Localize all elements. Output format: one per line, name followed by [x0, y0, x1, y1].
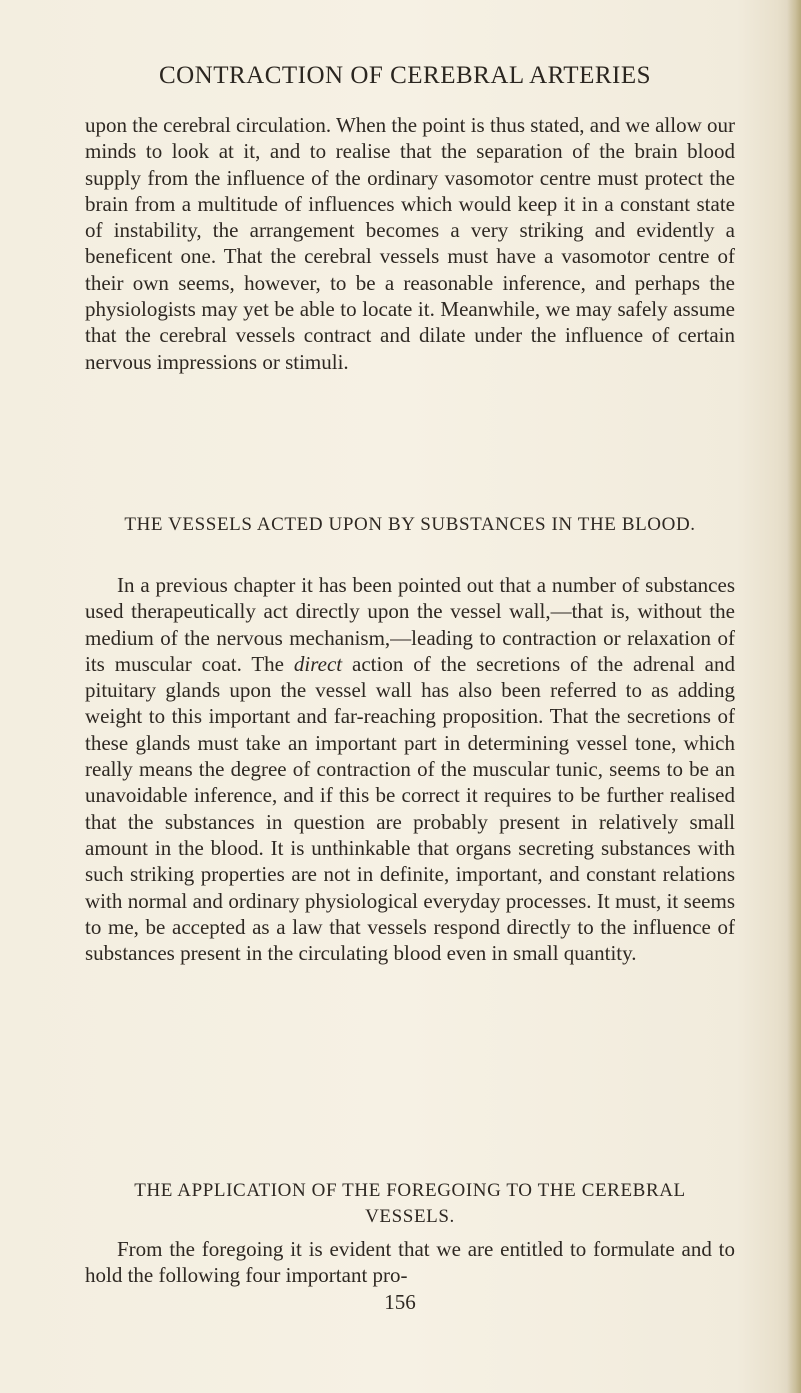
page-edge-shadow	[787, 0, 801, 1393]
paragraph-text-part-1: In a previous chapter it has been pointed out that a number of substances used therapeutically act directly upon the vessel wall,—that is, without the medium of the nervous mechanism,—leading to contraction or relaxation of its muscular coat. The	[85, 573, 735, 676]
paragraph-from-the-foregoing: From the foregoing it is evident that we are entitled to formulate and to hold the following four important pro-	[85, 1237, 735, 1288]
running-head: CONTRACTION OF CEREBRAL ARTERIES	[158, 62, 652, 89]
paragraph-previous-chapter	[85, 572, 735, 966]
section-heading-vessels-acted-upon: THE VESSELS ACTED UPON BY SUBSTANCES IN THE BLOOD.	[124, 514, 696, 535]
page-number: 156	[384, 1290, 416, 1314]
paragraph-text-part-2: action of the secretions of the adrenal and pituitary glands upon the vessel wall has also been referred to as adding weight to this important and far-reaching proposition. That the secretions of these glands must take an important part in determining vessel tone, which really means the degree of contraction of the muscular tunic, seems to be an unavoidable inference, and if this be correct it requires to be further realised that the substances in question are probably present in relatively small amount in the blood. It is unthinkable that organs secreting substances with such striking properties are not in definite, important, and constant relations with normal and ordinary physiological everyday processes. It must, it seems to me, be accepted as a law that vessels respond directly to the influence of substances present in the circulating blood even in small quantity.	[85, 651, 735, 966]
paragraph-cerebral-circulation: upon the cerebral circulation. When the point is thus stated, and we allow our minds to look at it, and to realise that the separation of the brain blood supply from the influence of the ordinary vasomotor centre must protect the brain from a multitude of influences which would keep it in a constant state of instability, the arrangement becomes a very striking and evidently a beneficent one. That the cerebral vessels must have a vasomotor centre of their own seems, however, to be a reasonable inference, and perhaps the physiologists may yet be able to locate it. Meanwhile, we may safely assume that the cerebral vessels contract and dilate under the influence of certain nervous impressions or stimuli.	[85, 113, 735, 374]
emphasis-direct: direct	[293, 651, 343, 676]
section-heading-application: THE APPLICATION OF THE FOREGOING TO THE CEREBRAL VESSELS.	[134, 1180, 686, 1227]
